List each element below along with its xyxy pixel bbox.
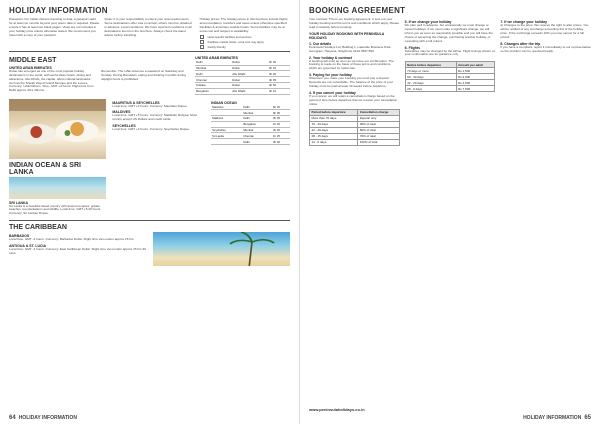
table-cell: Mumbai <box>242 110 272 116</box>
table-cell: 6h 05 <box>272 110 290 116</box>
table-cell: Delhi <box>242 105 272 110</box>
uae-heading: UNITED ARAB EMIRATES <box>9 65 52 70</box>
table-cell: Mumbai <box>242 127 272 133</box>
right-page <box>300 0 600 424</box>
table-cell: Abu Dhabi <box>231 88 268 94</box>
middle-east-body: Dubai has emerged as one of the most popular holiday destinations in the world, with world-class hotels, dining and attractions. Abu Dhabi, the capital, offers cultural landmarks such as the Sheikh Zayed Grand Mosque and the Louvre. Currency: UAE Dirham. Time: GMT +4 hours. Flight time from Delhi approx 3hrs 30mins. <box>9 68 94 93</box>
website-link[interactable]: www.peninsulaholidays.co.in <box>309 407 365 412</box>
left-page-title: HOLIDAY INFORMATION <box>9 6 108 15</box>
table-cell: Amount per adult <box>456 62 495 68</box>
table-cell: 28 - 0 days <box>405 86 456 92</box>
table-cell: 42 - 29 days <box>310 127 358 133</box>
left-page-number: 64 <box>9 415 16 421</box>
table-cell <box>211 139 242 145</box>
table-cell: Cancellation charge <box>358 109 399 115</box>
table-cell: 3h 40 <box>268 71 290 77</box>
table-cell: Chennai <box>195 77 231 83</box>
table-cell: 3h 30 <box>268 60 290 65</box>
intro-col-2: Visas: It is your responsibility to check your visa requirements. Some destinations offer visa on arrival; others must be obtained in advance. Local conditions: We have reported conditions in all destinations found on the brochure. Always check the latest advice before travelling. <box>104 17 192 37</box>
booking-heading: YOUR HOLIDAY BOOKING WITH PENINSULA HOLIDAYS <box>309 31 385 40</box>
middle-east-block <box>9 54 290 95</box>
flight-row <box>211 139 290 145</box>
table-cell: 69 - 43 days <box>405 74 456 80</box>
right-page-title: BOOKING AGREEMENT <box>309 6 406 15</box>
uae-flight-table <box>195 60 290 95</box>
right-page-number: 65 <box>584 415 591 421</box>
table-cell: Delhi <box>242 116 272 122</box>
table-cell: Deposit only <box>358 115 399 121</box>
table-cell: Sri Lanka <box>211 133 242 139</box>
right-footer-label: HOLIDAY INFORMATION <box>523 415 582 421</box>
table-cell: 4h 50 <box>268 82 290 88</box>
table-cell: Rs 7,500 <box>456 86 495 92</box>
flight-note: Remember: The UAE observes a weekend on Saturday and Sunday. During Ramadan, eating and drinking in public during daylight hours is prohibited. <box>101 68 186 81</box>
caribbean-beach-photo <box>153 232 291 266</box>
complaints-text: If you have a complaint, report it immediately to our representative so the problem can be resolved locally. <box>500 44 591 53</box>
table-cell: Delhi <box>242 139 272 145</box>
table-cell: Dubai <box>231 77 268 83</box>
barbados-text: Local time: GMT -4 hours. Currency: Barbados Dollar. Flight time via London approx 15 hrs. <box>9 237 135 242</box>
flight-row <box>195 88 290 94</box>
table-cell: Maldives <box>211 116 242 122</box>
indian-ocean-flight-table <box>211 105 290 145</box>
middle-east-heading: MIDDLE EAST <box>9 56 57 64</box>
caribbean-block <box>9 232 290 266</box>
changes-text: We plan well in advance, but occasionally we must change or cancel holidays. If we must make a significant change, we will inform you as soon as reasonably possible and you will have the choice of accepting the change, purchasing another holiday, or cancelling with a full refund. <box>404 23 493 43</box>
maldives-text: Local time: GMT +5 hours. Currency: Maldivian Rufiyaa. Most resorts accept US Dollars and credit cards. <box>112 113 197 122</box>
table-cell: 28 - 15 days <box>310 133 358 139</box>
uae-flight-table-title: UNITED ARAB EMIRATES <box>195 55 238 60</box>
table-cell: 4h 10 <box>268 88 290 94</box>
table-cell: 42 - 29 days <box>405 80 456 86</box>
left-footer <box>9 415 77 421</box>
beach-photo <box>9 177 106 199</box>
divider <box>9 51 290 52</box>
antigua-heading: ANTIGUA & ST. LUCIA <box>9 244 47 249</box>
table-cell: Delhi <box>195 60 231 65</box>
table-cell: Abu Dhabi <box>231 71 268 77</box>
agreement-columns <box>309 18 591 146</box>
table-cell: Rs 1,500 <box>456 68 495 74</box>
table-cell: More than 70 days <box>310 115 358 121</box>
contract-text: A booking will exist as soon as we issue our confirmation. The booking is made on the basis of these terms and conditions, which are governed by Indian law. <box>309 58 394 71</box>
indian-ocean-heading: INDIAN OCEAN & SRI LANKA <box>9 161 81 176</box>
sri-lanka-heading: SRI LANKA <box>9 200 29 205</box>
indian-ocean-table-title: INDIAN OCEAN <box>211 100 237 105</box>
table-cell: 14 - 0 days <box>310 139 358 145</box>
table-cell: Kolkata <box>195 82 231 88</box>
table-cell: Mauritius <box>211 105 242 110</box>
indian-ocean-block <box>9 99 290 217</box>
antigua-text: Local time: GMT -4 hours. Currency: East Caribbean Dollar. Flight time via London approx 15 hrs 30 mins. <box>9 247 146 256</box>
table-cell: 30% of total <box>358 121 399 127</box>
intro-columns <box>9 18 290 49</box>
table-cell: 4h 40 <box>272 127 290 133</box>
table-cell: Rs 4,500 <box>456 80 495 86</box>
complaints-heading: 8. Changes after the trip <box>500 41 541 46</box>
barbados-heading: BARBADOS <box>9 234 30 239</box>
table-cell: Seychelles <box>211 127 242 133</box>
agreement-intro: Your contract: This is our booking agreement. It sets out your holiday booking and the terms and conditions which apply. Please read it carefully before booking. <box>309 17 400 29</box>
table-cell: 3h 30 <box>272 139 290 145</box>
legend-item: Facilities outside hotels, extra cost may apply <box>200 40 290 44</box>
table-cell: Dubai <box>231 82 268 88</box>
our-details-heading: 1. Our details <box>309 41 332 46</box>
price-change-text: a) Changes to the price: We reserve the right to alter prices. You will be notified of any surcharge exceeding 2% of the holiday price. If the surcharge exceeds 10% you may cancel for a full refund. <box>500 23 589 39</box>
table-cell: 3h 35 <box>272 116 290 122</box>
table-cell: Bengaluru <box>242 121 272 127</box>
cancel-row <box>310 139 400 145</box>
divider <box>9 220 290 221</box>
seychelles-text: Local time: GMT +4 hours. Currency: Seychelles Rupee. <box>112 127 190 132</box>
our-details-text: Peninsula Holidays Ltd, Building 1, Lakeside Business Park, Gurugram, Haryana. Telephone 0124 4567 890. <box>309 44 392 53</box>
facilities-icon <box>200 40 204 44</box>
legend-item: Family friendly <box>200 45 290 49</box>
table-cell: Chennai <box>242 133 272 139</box>
table-cell: 100% of total <box>358 139 399 145</box>
right-footer <box>523 415 591 421</box>
changes-heading: 5. If we change your holiday <box>404 20 452 24</box>
table-cell: Rs 3,000 <box>456 74 495 80</box>
cancel-text: If you cancel, we will retain a cancellation charge based on the period of time before departure that we receive your cancellation notice. <box>309 93 398 106</box>
table-cell: 70 - 43 days <box>310 121 358 127</box>
table-cell: Dubai <box>231 65 268 71</box>
amendment-table <box>405 61 496 92</box>
flights-heading: 6. Flights <box>404 45 421 50</box>
caribbean-heading: THE CARIBBEAN <box>9 224 67 232</box>
seychelles-heading: SEYCHELLES <box>112 124 136 129</box>
table-cell: Delhi <box>195 71 231 77</box>
flights-text: Schedules may be changed by the airline. Flight timings shown on your confirmation are for guidance only. <box>404 48 496 57</box>
mauritius-text: Local time: GMT +4 hours. Currency: Mauritian Rupee. <box>112 103 188 108</box>
cancellation-table <box>309 109 400 146</box>
intro-col-1: Passports: For Indian citizens traveling to Asia, a passport valid for at least six months beyond your return date is required. Please ensure it has at least two blank pages. Visas are not included in your holiday price unless otherwise stated. We recommend you travel with a copy of your passport. <box>9 17 100 37</box>
table-cell: Period before departure <box>310 109 358 115</box>
table-cell: Mumbai <box>195 65 231 71</box>
mauritius-heading: MAURITIUS & SEYCHELLES <box>112 100 160 105</box>
hotel-icon <box>200 35 204 39</box>
paying-heading: 3. Paying for your holiday <box>309 73 352 78</box>
contract-heading: 2. Your holiday & contract <box>309 55 353 60</box>
table-cell: Notice before departure <box>405 62 456 68</box>
table-cell: 6h 20 <box>272 105 290 110</box>
sri-lanka-text: Sri Lanka is a beautiful island country with ancient temples, golden beaches, tea plantations and wildlife. Local time: GMT +5.30 hours. Currency: Sri Lankan Rupee. <box>9 203 102 216</box>
table-cell: Dubai <box>231 60 268 65</box>
table-cell: 1h 45 <box>272 121 290 127</box>
table-cell: 1h 25 <box>272 133 290 139</box>
food-photo <box>9 99 106 159</box>
table-cell: 50% of total <box>358 127 399 133</box>
table-cell: 3h 10 <box>268 65 290 71</box>
family-icon <box>200 45 204 49</box>
amend-row <box>405 86 495 92</box>
table-cell: 70 days or more <box>405 68 456 74</box>
maldives-heading: MALDIVES <box>112 110 131 115</box>
table-cell: Bengaluru <box>195 88 231 94</box>
table-cell: 70% of total <box>358 133 399 139</box>
legend-item: Hotel specific facilities and services <box>200 35 290 39</box>
table-cell: 4h 05 <box>268 77 290 83</box>
cancel-heading: 4. If you cancel your holiday <box>309 90 356 95</box>
paying-text: Whenever you make your booking you must pay a deposit. Deposits are non refundable. The balance of the price of your holiday must be paid at least 10 weeks before departure. <box>309 76 394 89</box>
left-footer-label: HOLIDAY INFORMATION <box>18 415 77 421</box>
intro-col-3: Holiday prices: The holiday prices in this brochure include flights, accommodation, transfers and taxes unless otherwise specified. Facilities & amenities outside hotels: Some facilities may be at extra cost and subject to availability. <box>199 17 289 33</box>
price-change-heading: 7. If we change your holiday <box>500 20 548 24</box>
